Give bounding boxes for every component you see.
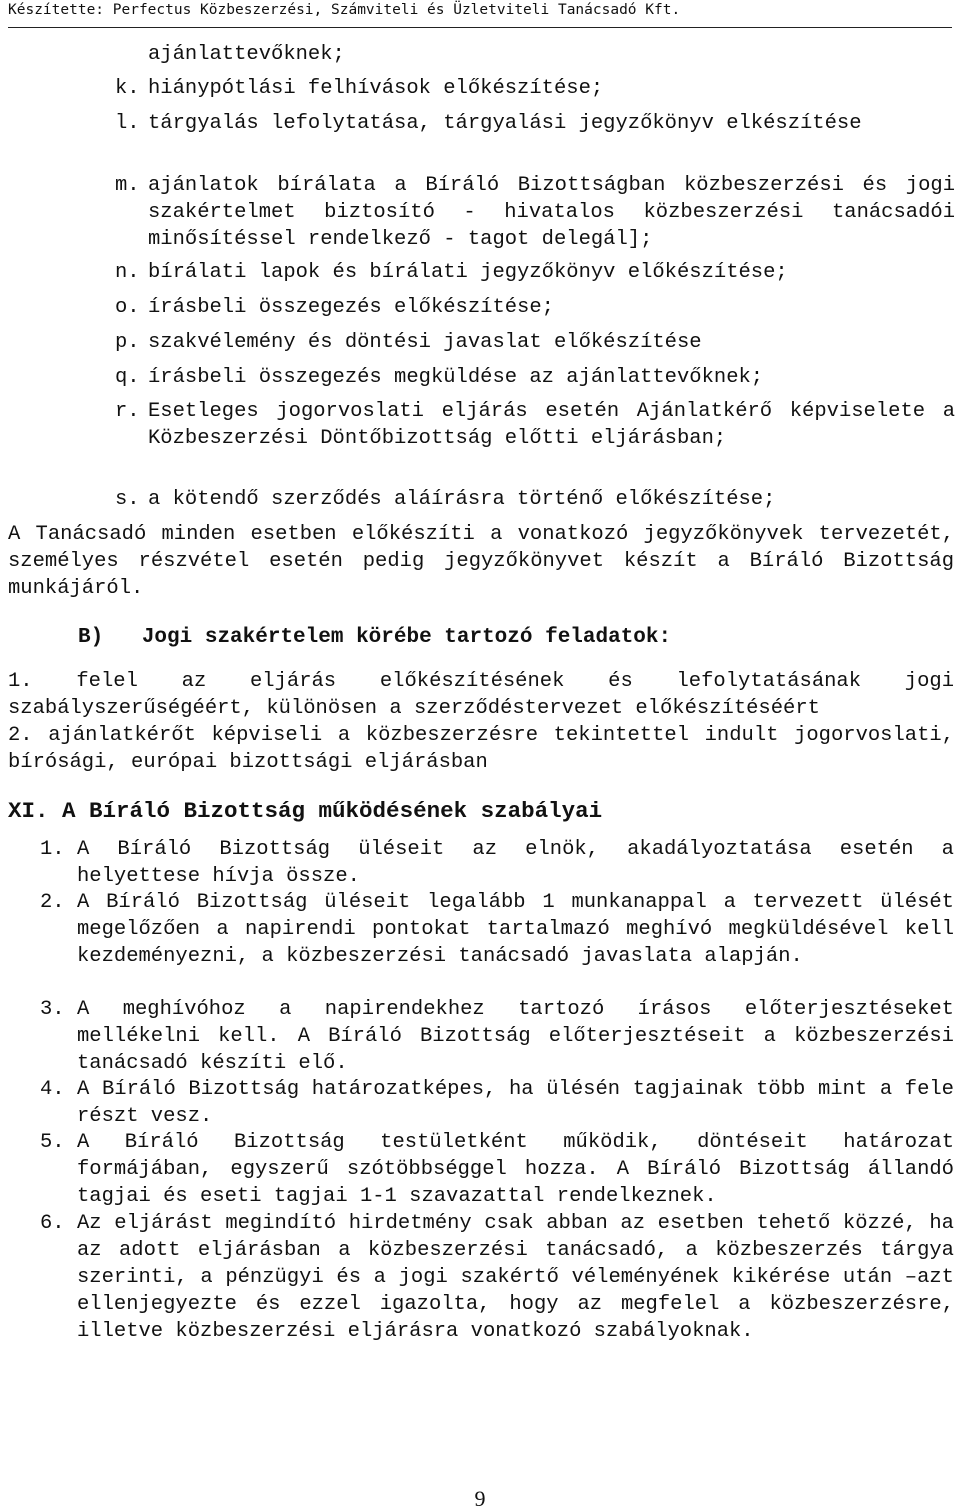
item-text: Az eljárást megindító hirdetmény csak abban az esetben tehető közzé, ha az adott eljárásban a közbeszerzési tanácsadó, a közbeszerzés tárgya szerinti, a pénzügyi és a jogi szakértő véleményének kikérése után –azt ellenjegyezte és ezzel igazolta, hogy az megfelel a közbeszerzésre, illetve közbeszerzési eljárásra vonatkozó szabályoknak.	[77, 1212, 954, 1343]
list-text: hiánypótlási felhívások előkészítése;	[148, 77, 604, 100]
item-text: A Bíráló Bizottság üléseit az elnök, akadályoztatása esetén a helyettese hívja össze.	[77, 838, 954, 888]
list-text: írásbeli összegezés előkészítése;	[148, 296, 554, 319]
list-label: n.	[115, 261, 140, 284]
list-label: q.	[115, 366, 140, 389]
list-label: k.	[115, 77, 140, 100]
section-b-item-2	[8, 722, 954, 776]
item-number: 3.	[40, 998, 65, 1021]
page-header: Készítette: Perfectus Közbeszerzési, Számviteli és Üzletviteli Tanácsadó Kft.	[8, 1, 952, 28]
list-item-n	[115, 259, 955, 286]
section-xi-heading: XI. A Bíráló Bizottság működésének szabályai	[8, 798, 603, 824]
rule-item-2	[40, 889, 954, 970]
list-item-m	[115, 172, 955, 253]
rule-item-6	[40, 1210, 954, 1345]
list-item-s	[115, 486, 955, 513]
item-text: A Bíráló Bizottság testületként működik, döntéseit határozat formájában, egyszerű szótöbbséggel hozza. A Bíráló Bizottság állandó tagjai és eseti tagjai 1-1 szavazattal rendelkeznek.	[77, 1131, 954, 1208]
rule-item-4	[40, 1076, 954, 1130]
list-label: o.	[115, 296, 140, 319]
list-text: a kötendő szerződés aláírásra történő előkészítése;	[148, 488, 776, 511]
rule-item-5	[40, 1129, 954, 1210]
list-label: l.	[115, 112, 140, 135]
list-text: Esetleges jogorvoslati eljárás esetén Ajánlatkérő képviselete a Közbeszerzési Döntőbizottság előtti eljárásban;	[148, 400, 955, 450]
list-item-q	[115, 364, 955, 391]
page-number: 9	[474, 1486, 486, 1511]
list-item-o	[115, 294, 955, 321]
item-text: A meghívóhoz a napirendekhez tartozó írásos előterjesztéseket mellékelni kell. A Bíráló Bizottság előterjesztéseit a közbeszerzési tanácsadó készíti elő.	[77, 998, 954, 1075]
list-item-l	[115, 110, 955, 137]
rule-item-3	[40, 996, 954, 1077]
item-text: A Bíráló Bizottság üléseit legalább 1 munkanappal a tervezett ülését megelőzően a napirendi pontokat tartalmazó meghívó megküldésével kell kezdeményezni, a közbeszerzési tanácsadó javaslata alapján.	[77, 891, 954, 968]
item-text: A Bíráló Bizottság határozatképes, ha ülésén tagjainak több mint a fele részt vesz.	[77, 1078, 954, 1128]
list-text: bírálati lapok és bírálati jegyzőkönyv előkészítése;	[148, 261, 788, 284]
list-text: szakvélemény és döntési javaslat előkészítése	[148, 331, 702, 354]
list-text: ajánlatok bírálata a Bíráló Bizottságban közbeszerzési és jogi szakértelmet biztosító - hivatalos közbeszerzési tanácsadói minősítéssel rendelkező - tagot delegál];	[148, 174, 955, 251]
list-label: p.	[115, 331, 140, 354]
item-text: felel az eljárás előkészítésének és lefolytatásának jogi szabályszerűségéért, különösen a szerződéstervezet előkészítéséért	[8, 670, 954, 720]
list-item-r	[115, 398, 955, 452]
continuation-line: ajánlattevőknek;	[148, 43, 345, 66]
item-number: 6.	[40, 1212, 65, 1235]
item-number: 5.	[40, 1131, 65, 1154]
list-item-k	[115, 75, 955, 102]
list-label: s.	[115, 488, 140, 511]
list-item-p	[115, 329, 955, 356]
item-number: 1.	[8, 670, 33, 693]
section-b-label: B)	[78, 626, 104, 649]
section-b-title: Jogi szakértelem körébe tartozó feladatok:	[141, 626, 672, 649]
rule-item-1	[40, 836, 954, 890]
list-text: tárgyalás lefolytatása, tárgyalási jegyzőkönyv elkészítése	[148, 112, 862, 135]
list-label: m.	[115, 174, 140, 197]
list-text: írásbeli összegezés megküldése az ajánlattevőknek;	[148, 366, 764, 389]
section-b-item-1	[8, 668, 954, 722]
item-number: 1.	[40, 838, 65, 861]
section-b-heading	[78, 626, 671, 649]
item-number: 4.	[40, 1078, 65, 1101]
item-number: 2.	[40, 891, 65, 914]
item-number: 2.	[8, 724, 33, 747]
item-text: ajánlatkérőt képviseli a közbeszerzésre tekintettel indult jogorvoslati, bírósági, európai bizottsági eljárásban	[8, 724, 954, 774]
advisor-paragraph: A Tanácsadó minden esetben előkészíti a vonatkozó jegyzőkönyvek tervezetét, személyes részvétel esetén pedig jegyzőkönyvet készít a Bíráló Bizottság munkájáról.	[8, 523, 954, 600]
list-label: r.	[115, 400, 140, 423]
